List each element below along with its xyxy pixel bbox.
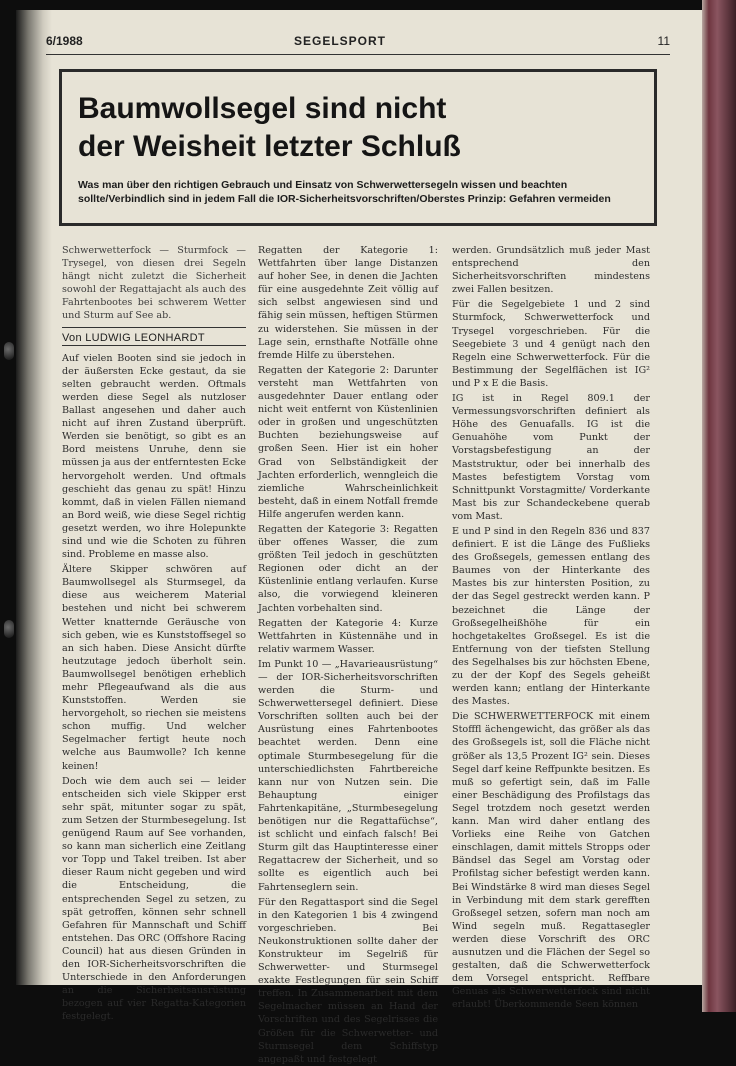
page-header <box>46 34 670 52</box>
paragraph: Regatten der Kategorie 3: Regatten über offenes Wasser, die zum größten Teil jedoch in geschützten Regionen oder dicht an der Küstenlinie entlang verlaufen. Kurse also, die vorwiegend kleineren Jachten vorbehalten sind. <box>258 523 438 614</box>
article-intro: Schwerwetterfock — Sturmfock — Trysegel, von diesen drei Segeln hängt nicht zuletzt die Sicherheit sowohl der Regattajacht als auch des Fahrtenbootes bei schwerem Wetter und Sturm auf See ab. <box>62 245 246 322</box>
paragraph: Auf vielen Booten sind sie jedoch in der äußersten Ecke gestaut, da sie selten gebraucht werden. Oftmals werden diese Segel als nutzloser Ballast angesehen und daher auch nicht auf ihren Zustand überprüft. Werden sie benötigt, so gibt es an Bord meistens Unruhe, denn sie müssen ja aus der entferntesten Ecke hervorgeholt werden. Und oftmals geschieht das genau zu spät! Hinzu kommt, daß in vielen Fällen niemand an Bord weiß, wie diese Segel richtig gesetzt werden, wo ihre Holepunkte sind und wie die Schoten zu führen sind. Probleme en masse also. <box>62 352 246 561</box>
paragraph: Für den Regattasport sind die Segel in den Kategorien 1 bis 4 zwingend vorgeschrieben. Bei Neukonstruktionen sollte daher der Konstrukteur im Segelriß für Schwerwetter- und Sturmsegel exakte Festlegungen für sein Schiff treffen. In Zusammenarbeit mit dem Segelmacher müssen an Hand der Vorschriften und des Segelrisses die Größen für die Schwerwetter- und Sturmsegel dem Schiffstyp angepaßt und festgelegt <box>258 896 438 1065</box>
article-byline: Von LUDWIG LEONHARDT <box>62 331 205 344</box>
paragraph: E und P sind in den Regeln 836 und 837 definiert. E ist die Länge des Fußlieks des Großsegels, gemessen entlang des Baumes von der Hinterkante des Mastes bis zur hintersten Position, zu der das Segel gestreckt werden kann. P bezeichnet die Länge der Großsegelheißhöhe für ein hochgetakeltes Großsegel. Es ist die Entfernung von der tiefsten Stellung des Segelhalses bis zur höchsten Ebene, zu der der Kopf des Segels geheißt werden kann; entlang der Hinterkante des Mastes. <box>452 525 650 708</box>
magazine-name: SEGELSPORT <box>294 34 387 48</box>
text-column-1 <box>62 244 246 1023</box>
header-rule <box>46 54 670 55</box>
article-subtitle: Was man über den richtigen Gebrauch und Einsatz von Schwerwettersegeln wissen und beachten sollte/Verbindlich sind in jedem Fall die IOR-Sicherheitsvorschriften/Oberstes Prinzip: Gefahren vermeiden <box>78 179 611 205</box>
binder-ring-icon <box>4 620 14 638</box>
byline-rule-bottom <box>62 345 246 346</box>
paragraph: Doch wie dem auch sei — leider entscheiden sich viele Skipper erst sehr spät, mitunter sogar zu spät, zum Setzen der Sturmbesegelung. Ist genügend Raum auf See vorhanden, so kann man sicherlich eine Zeitlang vor Topp und Takel treiben. Ist aber dieser Raum nicht gegeben und wird die Entscheidung, die entsprechenden Segel zu setzen, zu spät getroffen, können sehr schnell Gefahren für Mannschaft und Schiff entstehen. Das ORC (Offshore Racing Council) hat aus diesen Gründen in den IOR-Sicherheitsvorschriften die Unterschiede in den Anforderungen an die Sicherheitsausrüstung bezogen auf vier Regatta-Kategorien festgelegt. <box>62 775 246 1023</box>
paragraph: Regatten der Kategorie 2: Darunter versteht man Wettfahrten von ausgedehnter Dauer entlang oder nicht weit entfernt von Küstenlinien oder in großen und ungeschützten Buchten beziehungsweise auf großen Seen. Hier ist ein hoher Grad von Selbständigkeit der Jachten erforderlich, wenngleich die ziemliche Wahrscheinlichkeit besteht, daß in einem Notfall fremde Hilfe angerufen werden kann. <box>258 364 438 520</box>
page-number: 11 <box>657 34 670 48</box>
paragraph: Die SCHWERWETTERFOCK mit einem Stofffl ächengewicht, das größer als das des Großsegels ist, soll die Fläche nicht größer als 13,5 Prozent IG² sein. Dieses Segel darf keine Reffpunkte besitzen. Es muß so gefertigt sein, daß im Falle einer Beschädigung des Profilstags das Segel trotzdem noch gesetzt werden kann. Man wird daher entlang des Vorlieks eine Reihe von Gatchen einschlagen, damit mittels Stropps oder Bändsel das Segel am Vorstag oder Profilstag sicher befestigt werden kann. Bei Windstärke 8 wird man dieses Segel in Verbindung mit dem stark gerefften Großsegel setzen, sofern man noch am Wind segeln muß. Regattasegler werden diese Vorschrift des ORC ausnutzen und die Flächen der Segel so gestalten, daß die Schwerwetterfock dem Vorsegel entspricht. Reffbare Genuas als Schwerwetterfock sind nicht erlaubt! Überkommende Seen können <box>452 711 650 1011</box>
byline-rule-top <box>62 327 246 328</box>
paragraph: Für die Segelgebiete 1 und 2 sind Sturmfock, Schwerwetterfock und Trysegel vorgeschrieben. Für die Seegebiete 3 und 4 genügt nach den Regeln eine Schwerwetterfock. Für die Bestimmung der Segelflächen ist IG² und P x E die Basis. <box>452 299 650 389</box>
paragraph: werden. Grundsätzlich muß jeder Mast entsprechend den Sicherheitsvorschriften mindestens zwei Fallen besitzen. <box>452 245 650 296</box>
binding-gutter <box>16 10 52 985</box>
paragraph: Regatten der Kategorie 4: Kurze Wettfahrten in Küstennähe und in relativ warmem Wasser. <box>258 617 438 655</box>
magazine-page <box>16 10 702 1065</box>
text-column-2 <box>258 244 438 1065</box>
article-title: Baumwollsegel sind nicht der Weisheit letzter Schluß <box>78 92 461 163</box>
binder-spine <box>702 0 736 1012</box>
text-column-3 <box>452 244 650 1011</box>
paragraph: Ältere Skipper schwören auf Baumwollsegel als Sturmsegel, da diese aus weicherem Material bestehen und nicht bei schwerem Wetter knatternde Geräusche von sich geben, wie es Kunststoffsegel so an sich haben. Diese Ansicht dürfte heutzutage jedoch überholt sein. Baumwollsegel benötigen erheblich mehr Pflegeaufwand als die aus Kunststoffen. Werden sie hervorgeholt, so riechen sie meistens schon muffig. Und welcher Segelmacher fertigt heute noch welche aus Baumwolle? Ich kenne keinen! <box>62 564 246 772</box>
paragraph: Regatten der Kategorie 1: Wettfahrten über lange Distanzen auf hoher See, in denen die Jachten für eine ausgedehnte Zeit völlig auf sich selbst angewiesen sind und fähig sein müssen, heftigen Stürmen zu widerstehen. Sie müssen in der Lage sein, ernsthafte Notfälle ohne fremde Hilfe zu überstehen. <box>258 245 438 361</box>
paragraph: Im Punkt 10 — „Havarieausrüstung“ — der IOR-Sicherheitsvorschriften werden die Sturm- und Schwerwettersegel definiert. Diese Vorschriften sollten auch bei der Ausrüstung eines Fahrtenbootes beachtet werden. Denn eine optimale Sturmbesegelung für die unterschiedlichsten Fahrtbereiche kann nur von Nutzen sein. Die Behauptung einiger Fahrtenkapitäne, „Sturmbesegelung benötigen nur die Regattafüchse“, ist schlicht und einfach falsch! Bei Sturm gilt das Hauptinteresse einer Regattacrew der Sicherheit, und so sollte es eigentlich auch bei Fahrtenseglern sein. <box>258 658 438 893</box>
issue-number: 6/1988 <box>46 34 83 48</box>
binder-ring-icon <box>4 342 14 360</box>
headline-box <box>59 69 657 226</box>
paragraph: IG ist in Regel 809.1 der Vermessungsvorschriften definiert als Höhe des Genuafalls. IG ist die Genuahöhe vom Punkt der Vorstagsbefestigung an der Maststruktur, oder bei innerhalb des Mastes befestigtem Vorstag vom Schnittpunkt Vorstagmitte/ Vorderkante Mast bis zur Schandeckebene querab vom Mast. <box>452 393 650 522</box>
